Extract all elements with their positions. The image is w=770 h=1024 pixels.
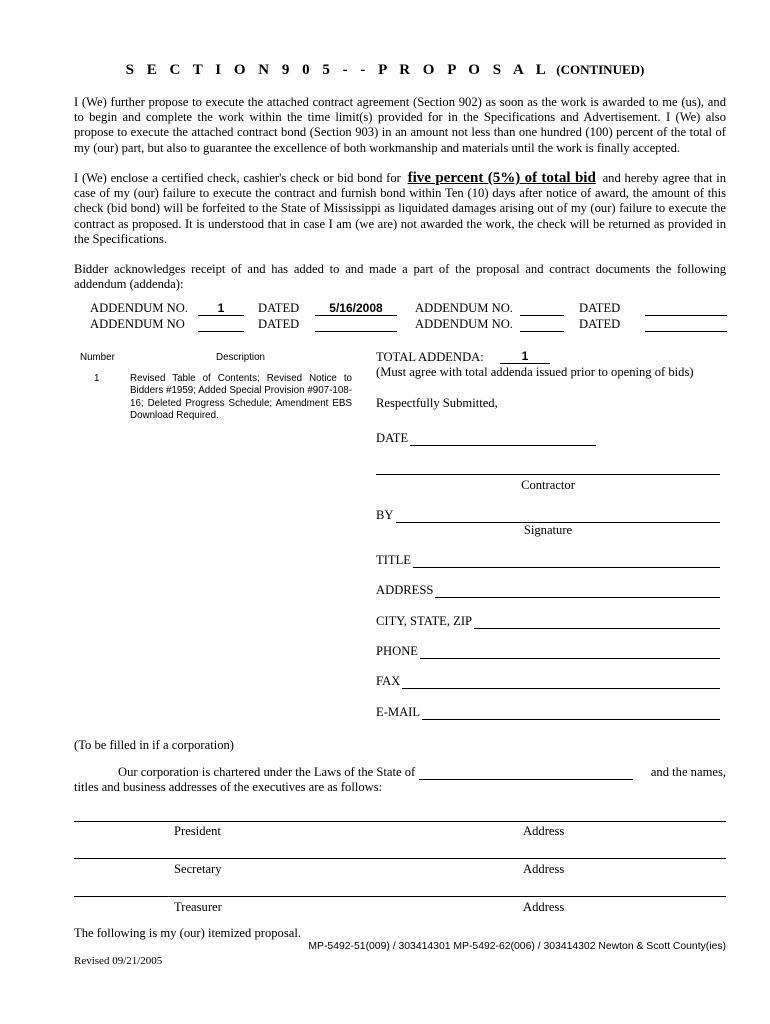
contractor-label: Contractor <box>521 478 575 492</box>
itemized-proposal-text: The following is my (our) itemized proposal. <box>74 926 301 940</box>
contractor-line[interactable] <box>376 474 720 475</box>
corporation-titles-text: titles and business addresses of the executives are as follows: <box>74 780 383 794</box>
by-line[interactable] <box>396 510 721 523</box>
date-line[interactable] <box>410 433 596 446</box>
email-label: E-MAIL <box>376 705 421 719</box>
section-heading: S E C T I O N 9 0 5 - - P R O P O S A L <box>125 62 551 78</box>
project-reference: MP-5492-51(009) / 303414301 MP-5492-62(006) / 303414302 Newton & Scott County(ies) <box>308 941 726 952</box>
total-addenda-note: (Must agree with total addenda issued prior to opening of bids) <box>376 365 694 379</box>
address-label: ADDRESS <box>376 583 434 597</box>
fax-line[interactable] <box>402 676 720 689</box>
title-label: TITLE <box>376 553 411 567</box>
addenda-description-header: Description <box>216 352 266 363</box>
addenda-row-number: 1 <box>94 373 100 384</box>
addendum-date-3[interactable] <box>315 317 397 332</box>
total-addenda-value[interactable]: 1 <box>500 349 550 364</box>
email-field[interactable] <box>376 704 720 720</box>
dated-label-1: DATED <box>258 301 300 315</box>
phone-label: PHONE <box>376 644 418 658</box>
addendum-label-4: ADDENDUM NO. <box>415 317 513 331</box>
president-label: President <box>174 824 221 838</box>
respectfully-submitted: Respectfully Submitted, <box>376 396 498 410</box>
addendum-number-3[interactable] <box>198 317 244 332</box>
bid-bond-text-before: I (We) enclose a certified check, cashier's check or bid bond for <box>74 171 401 185</box>
bid-bond-amount: five percent (5%) of total bid <box>407 170 596 186</box>
address-line[interactable] <box>435 585 720 598</box>
addendum-label-2: ADDENDUM NO. <box>415 301 513 315</box>
date-label: DATE <box>376 431 409 445</box>
corporation-charter-text: Our corporation is chartered under the Laws of the State of <box>118 765 416 779</box>
corporation-names-text: and the names, <box>650 765 726 779</box>
email-line[interactable] <box>422 707 720 720</box>
addenda-number-header: Number <box>80 352 115 363</box>
dated-label-4: DATED <box>579 317 621 331</box>
fax-label: FAX <box>376 674 401 688</box>
addenda-acknowledgement-paragraph: Bidder acknowledges receipt of and has added to and made a part of the proposal and contract documents the following addendum (addenda): <box>74 262 726 292</box>
addendum-number-2[interactable] <box>520 301 564 316</box>
city-state-zip-field[interactable] <box>376 613 720 629</box>
date-field[interactable] <box>376 430 596 446</box>
bid-bond-paragraph <box>74 171 726 247</box>
phone-line[interactable] <box>420 646 720 659</box>
addendum-label-1: ADDENDUM NO. <box>90 301 188 315</box>
secretary-label: Secretary <box>174 862 222 876</box>
total-addenda-label: TOTAL ADDENDA: <box>376 350 484 364</box>
addenda-row-description: Revised Table of Contents; Revised Notice to Bidders #1959; Added Special Provision #907-108-16; Deleted Progress Schedule; Amendment EBS Download Required. <box>130 373 352 421</box>
charter-state-field[interactable] <box>419 765 633 780</box>
title-field[interactable] <box>376 552 720 568</box>
treasurer-address-label: Address <box>523 900 565 914</box>
addendum-number-4[interactable] <box>520 317 564 332</box>
addendum-number-1[interactable]: 1 <box>198 301 244 316</box>
addendum-date-2[interactable] <box>645 301 727 316</box>
fax-field[interactable] <box>376 673 720 689</box>
by-field[interactable] <box>376 507 720 523</box>
president-address-label: Address <box>523 824 565 838</box>
addendum-date-4[interactable] <box>645 317 727 332</box>
dated-label-3: DATED <box>258 317 300 331</box>
addendum-label-3: ADDENDUM NO <box>90 317 185 331</box>
corporation-note: (To be filled in if a corporation) <box>74 738 234 752</box>
signature-label: Signature <box>523 523 573 537</box>
revised-date: Revised 09/21/2005 <box>74 955 163 967</box>
addendum-date-1[interactable]: 5/16/2008 <box>315 301 397 316</box>
city-state-zip-label: CITY, STATE, ZIP <box>376 614 473 628</box>
address-field[interactable] <box>376 582 720 598</box>
city-state-zip-line[interactable] <box>474 616 720 629</box>
by-label: BY <box>376 508 394 522</box>
treasurer-label: Treasurer <box>174 900 222 914</box>
president-line[interactable] <box>74 821 726 822</box>
section-title <box>0 62 770 79</box>
proposal-paragraph: I (We) further propose to execute the attached contract agreement (Section 902) as soon as the work is awarded to me (us), and to begin and complete the work within the time limit(s) provided for in the Specifications and Advertisement. I (We) also propose to execute the attached contract bond (Section 903) in an amount not less than one hundred (100) percent of the total of my (our) part, but also to guarantee the excellence of both workmanship and materials until the work is finally accepted. <box>74 95 726 155</box>
dated-label-2: DATED <box>579 301 621 315</box>
title-line[interactable] <box>413 555 720 568</box>
secretary-address-label: Address <box>523 862 565 876</box>
secretary-line[interactable] <box>74 858 726 859</box>
phone-field[interactable] <box>376 643 720 659</box>
treasurer-line[interactable] <box>74 896 726 897</box>
bid-bond-text-after: and hereby agree that in case of my (our) failure to execute the contract and furnish bond within Ten (10) days after notice of award, the amount of this check (bid bond) will be forfeited to the State of Mississippi as liquidated damages arising out of my (our) failure to execute the contract as proposed. It is understood that in case I am (we are) not awarded the work, the check will be returned as provided in the Specifications. <box>74 171 727 246</box>
section-continued-label: (CONTINUED) <box>556 62 645 77</box>
